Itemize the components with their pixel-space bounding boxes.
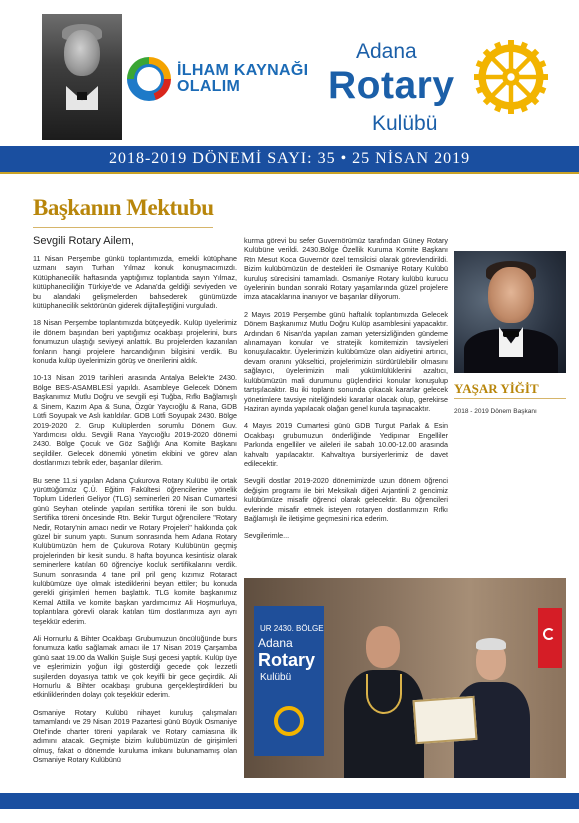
title-underline [33,227,213,228]
paragraph: Osmaniye Rotary Kulübü nihayet kuruluş çalışmaları tamamlandı ve 29 Nisan 2019 Pazartesi günü Büyük Osmaniye Otel'inde charter töreni yapılarak ve Rotary camiasına ilk adımını atacak. Geçmişte bizim kulübümüzün de girişimleri olmuş, fakat o dönemde kuruluma imkanı bulunamamış olan Osmaniye Rotary Kulübünü [33,707,237,764]
banner-line2: Adana [258,636,293,650]
rotary-theme-icon [127,57,171,101]
paragraph: kurma görevi bu sefer Guvernörümüz tarafından Güney Rotary Kulübüne verildi. 2430.Bölge Özellik Kuruma Komite Başkanı Rtn Mesut Koca Guvernör özel temsilcisi olarak görevlendirildi. Bizim kulübümüzün de destekleri ile Osmaniye Rotary Kulübü kuruluş sürecisini tamamladı. Osmaniye Rotary kulübü kurucu üyelerinin bundan sonraki Rotary yaşamlarında güzel projelere imza atacaklarına inanıyor ve başarılar diliyorum. [244,236,448,302]
president-name: YAŞAR YİĞİT [454,381,539,396]
article-title: Başkanın Mektubu [33,195,214,220]
rotary-wheel-icon [274,706,304,736]
divider [0,172,579,174]
paragraph: Ali Hornurlu & Bihter Ocakbaşı Grubumuzun öncülüğünde burs fonumuza katkı sağlamak amacı ile 17 Nisan 2019 Çarşamba günü saat 19.00 da Walkin Şuişle Suşi gecesi yaptık. Kulüp üye ve eşlerimizin yoğun ilgi gösterdiği gecede çok lezzetli suşilerden doyasıya tattık ve çok keyifli bir gece geçirdik. Ali Hornurlu & Bihter ocakbaşı grubuna gerçekleştirdikleri bu etkinliklerinden dolayı çok teşekkür ederim. [33,634,237,700]
club-banner [254,606,324,756]
article-column-2 [244,236,448,571]
issue-line: 2018-2019 DÖNEMİ SAYI: 35 • 25 NİSAN 2019 [108,150,471,167]
rotary-wheel-icon [474,40,548,114]
paragraph: Sevgili dostlar 2019-2020 dönemimizde uzun dönem öğrenci değişim programı ile biri Meksikalı diğeri Arjantinli 2 gencimiz kulübümüze misafir öğrenci olarak gelecektir. Bu öğrencileri evlerinde misafir etmek isteyen rotaryen dostlarımızın Rıfkı Bağlamışlı ile iletişime geçmesini rica ederim. [244,476,448,523]
paragraph: 10-13 Nisan 2019 tarihleri arasında Antalya Belek'te 2430. Bölge BES-ASAMBLESİ yapıldı. Asambleye Gelecek Dönem Başkanımız Mutlu Doğru ve sevgili eşi Tuğba, Rıfkı Bağlamışlı & Sinem, Kazım Apa & Suna, Özgür Yaycıoğlu & Rana, GDB Lütfi Soyupak ve Aslı katıldılar. GDB Lütfi Soyupak 2430. Bölge 2019-2020 2. Grup Kulüplerden sorumlu Dönem Guv. Yardımcısı oldu. Sevgili Rana Yaycıoğlu 2019-2020 dönemi 2430. Bölge Çocuk ve Göz Sağlığı Ana Komite Başkanı seçildiler. Gelecek dönemki yönetim ekibini ve görev alan dostlarımızı tebrik eder, başarılar dilerim. [33,373,237,468]
ceremony-photo [244,578,566,778]
paragraph: 18 Nisan Perşembe toplantımızda bütçeyedik. Kulüp üyelerimiz ile dönem başından beri yaptığımız ocakbaşı projelerini, burs fonumuzun ulaştığı seviyeyi anlattık. Bu projelerden kazanılan fonların hangi projelere harcandığının bilgisini verdik. Bu konuda kulüp üyelerimizin görüş ve önerilerini aldık. [33,318,237,366]
certificate [413,696,478,744]
masthead [0,0,579,146]
paragraph: 11 Nisan Perşembe günkü toplantımızda, emekli kütüphane uzmanı sayın Turhan Yılmaz konuk konuşmacımızdı. Kütüphanecilik haftasında yaptığımız toplantıda sayın Yılmaz, kütüphaneciliğin Türkiye'de ve Adana'da geldiği seviyeden ve bu alandaki gelişmelerden bahsederek günümüzde kütüphanecilik sektörünün giderek dijitalleştiğini vurguladı. [33,254,237,311]
banner-line3: Rotary [258,650,316,670]
president-photo [454,251,566,373]
paragraph: 2 Mayıs 2019 Perşembe günü haftalık toplantımızda Gelecek Dönem Başkanımız Mutlu Doğru Kulüp asamblesini yapacaktır. Ardından 6 Nisan'da yapılan zaman yetersizliğinden gündeme alınamayan konular ve stratejik komitemizin tavsiyeleri konuşulacaktır. Üyelerimizin kulübümüze olan aidiyetini artırıcı, devam oranını yükseltici, projelerimizin sürdürülebilir olmasını sağlayıcı, üyelerimizin mali yükümlülüklerini azaltıcı, kulübümüzün mali durumunu güçlendirici konular konuşulup tartışılacaktır. Bu iki toplantı sonunda çıkacak kararlar gelecek yönetimlere tavsiye niteliğindeki kararlar olacak olup, gerekirse Haziran ayında yapılacak olağan genel kurula taşınacaktır. [244,309,448,413]
salutation: Sevgili Rotary Ailem, [33,235,134,247]
club-name [320,30,470,140]
president-role: 2018 - 2019 Dönem Başkanı [454,408,537,415]
president-underline [454,398,566,399]
paragraph: Sevgilerimle... [244,531,290,541]
paragraph: Bu sene 11.si yapılan Adana Çukurova Rotary Kulübü ile ortak yürüttüğümüz Ç.Ü. Eğitim Fakültesi öğrencilerine yönelik Toplum Liderleri Geliyor (TLG) seminerleri 20 Nisan Cumartesi günü Seyhan otelinde yapılan sertifika töreni ile son buldu. Sertifika töreni öncesinde Rtn. Bekir Turgut öğrencilere "Rotary Nedir, Rotary'nin amacı nedir ve Rotary Projeleri" hakkında çok güzel bir sunum yaptı. Sunum sonrasında hem Adana Rotary Kulübümüzün hem de Çukurova Rotary Kulübünün geçmiş projelerinden bir kesit sundu. 8 hafta boyunca kesintisiz olarak seminerlere katılan 60 öğrenciye kocluk sertifikalarını verdik. Sunum sonrasında 4 tane pril pril genç kızımız Rotaract kulübümüze üye olmak istediklerini beyan ettiler; bu konuda gerekli girişimleri hemen başlattık. TLG komite başkanımız Kemal Attilla ve komite başkan yardımcımız Ali Hoşmurluya, toplantılara görevli olarak katılan tüm dostlarımıza ayrı ayrı teşekkür ederim. [33,475,237,626]
ik-logo-line1: İLHAM KAYNAĞI [177,62,309,79]
ataturk-portrait [42,14,122,140]
ilham-kaynagi-logo [127,57,308,101]
club-kulubu: Kulübü [372,112,438,135]
turkish-flag-icon [538,608,562,668]
club-city: Adana [356,40,417,63]
club-rotary: Rotary [328,64,455,107]
banner-line4: Kulübü [260,672,292,683]
article-column-1 [33,254,237,784]
issue-bar [0,146,579,172]
paragraph: 4 Mayıs 2019 Cumartesi günü GDB Turgut Parlak & Esin Ocakbaşı grubumuzun önderliğinde Yedipınar Engelliler Parkında engelliler ve aileleri ile sabah 10.00-12.00 arasında kahvaltı yapılacaktır. Kahvaltıya bursiyerlerimiz de davet edilecektir. [244,421,448,468]
footer-bar [0,793,579,809]
person [344,618,424,778]
ik-logo-line2: OLALIM [177,78,241,95]
banner-line1: UR 2430. BÖLGE [260,624,324,633]
